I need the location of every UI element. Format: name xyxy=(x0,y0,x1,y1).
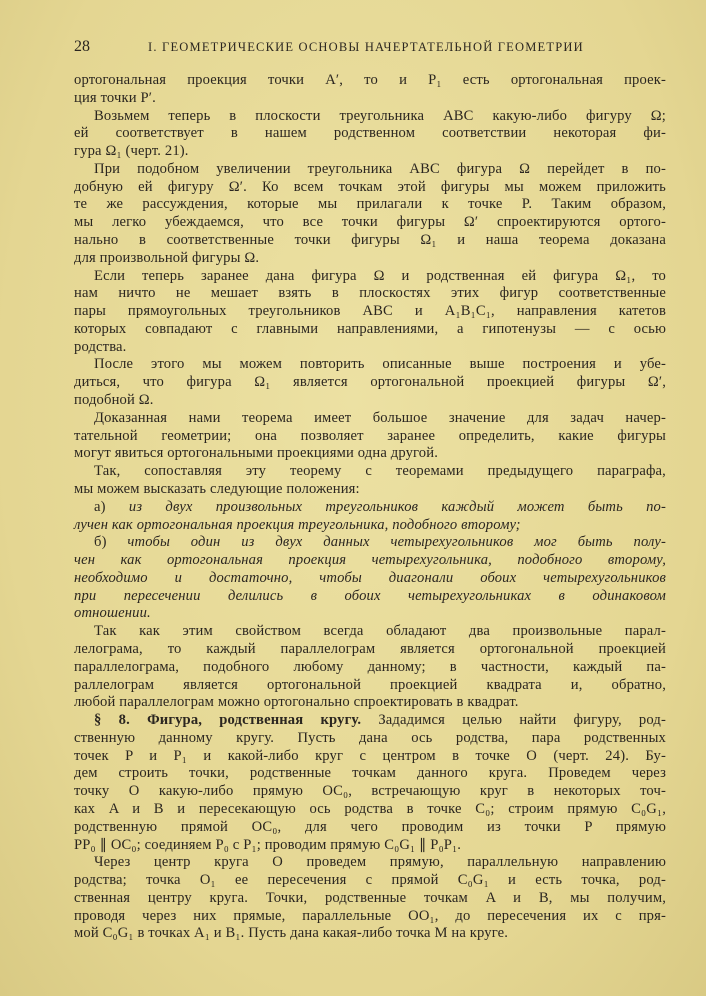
line-text: любой параллелограм можно ортогонально спроектировать в квадрат. xyxy=(74,694,519,711)
text-line xyxy=(74,160,666,178)
line-text: Если теперь заранее дана фигура Ω и родственная ей фигура Ω₁, то xyxy=(94,267,666,284)
text-line xyxy=(74,587,666,605)
list-marker: а) xyxy=(94,498,129,515)
line-text: родственную прямой OC₀, для чего проводим из точки P прямую xyxy=(74,818,666,835)
text-line xyxy=(74,889,666,907)
text-line xyxy=(74,267,666,285)
line-text: необходимо и достаточно, чтобы диагонали обоих четырехугольников xyxy=(74,569,666,586)
line-text: диться, что фигура Ω₁ является ортогональной проекцией фигуры Ω′, xyxy=(74,374,666,391)
line-text: ственная центру круга. Точки, родственные точкам A и B, мы получим, xyxy=(74,889,666,906)
text-line xyxy=(74,533,666,551)
line-text: из двух произвольных треугольников каждый может быть по- xyxy=(128,498,667,515)
text-line xyxy=(74,391,666,409)
text-line xyxy=(74,71,666,89)
line-text: чтобы один из двух данных четырехугольников мог быть полу- xyxy=(127,534,666,551)
line-text: Через центр круга O проведем прямую, параллельную направлению xyxy=(94,854,666,871)
line-text: Так, сопоставляя эту теорему с теоремами предыдущего параграфа, xyxy=(94,463,666,480)
text-line xyxy=(74,249,666,267)
text-line xyxy=(74,853,666,871)
text-line xyxy=(74,409,666,427)
line-text: те же рассуждения, которые мы прилагали к точке P. Таким образом, xyxy=(74,196,666,213)
text-line xyxy=(74,107,666,125)
text-line xyxy=(74,89,666,107)
text-line xyxy=(74,604,666,622)
text-line xyxy=(74,818,666,836)
line-text: для произвольной фигуры Ω. xyxy=(74,249,260,266)
line-text: проводя через них прямые, параллельные OO₁, до пересечения их с пря- xyxy=(74,907,666,924)
line-text: Так как этим свойством всегда обладают два произвольные парал- xyxy=(94,623,666,640)
line-text: ственную данному кругу. Пусть дана ось родства, пара родственных xyxy=(74,729,666,746)
line-text: тательной геометрии; она позволяет заранее определить, какие фигуры xyxy=(74,427,666,444)
line-text: Возьмем теперь в плоскости треугольника ABC какую-либо фигуру Ω; xyxy=(94,107,666,124)
line-text: при пересечении делились в обоих четырехугольниках в одинаковом xyxy=(74,587,666,604)
text-line xyxy=(74,195,666,213)
line-text: ей соответствует в нашем родственном соответствии некоторая фи- xyxy=(74,125,666,142)
list-marker: б) xyxy=(94,534,128,551)
line-text: мы легко убеждаемся, что все точки фигуры Ω′ спроектируются ортого- xyxy=(74,214,666,231)
text-line xyxy=(74,444,666,462)
line-text: лелограма, то каждый параллелограм является ортогональной проекцией xyxy=(74,640,666,657)
line-text: ортогональная проекция точки A′, то и P₁ есть ортогональная проек- xyxy=(74,72,666,88)
text-line xyxy=(74,320,666,338)
line-text: нально в соответственные точки фигуры Ω₁ и наша теорема доказана xyxy=(74,232,666,249)
text-line xyxy=(74,427,666,445)
text-line xyxy=(74,551,666,569)
line-text: родства. xyxy=(74,338,127,355)
line-text: При подобном увеличении треугольника ABC фигура Ω перейдет в по- xyxy=(94,160,666,177)
section-heading: § 8. Фигура, родственная кругу. xyxy=(94,712,379,729)
line-text: Зададимся целью найти фигуру, род- xyxy=(378,712,666,729)
line-text: точек P и P₁ и какой-либо круг с центром в точке O (черт. 24). Бу- xyxy=(74,747,666,764)
text-line xyxy=(74,142,666,160)
text-line xyxy=(74,640,666,658)
line-text: PP₀ ∥ OC₀; соединяем P₀ с P₁; проводим прямую C₀G₁ ∥ P₀P₁. xyxy=(74,836,462,853)
text-line xyxy=(74,693,666,711)
text-line xyxy=(74,729,666,747)
text-line xyxy=(74,462,666,480)
line-text: пары прямоугольных треугольников ABC и A₁B₁C₁, направления катетов xyxy=(74,303,666,320)
text-line xyxy=(74,231,666,249)
line-text: ция точки P′. xyxy=(74,89,156,106)
line-text: Доказанная нами теорема имеет большое значение для задач начер- xyxy=(94,409,666,426)
text-line xyxy=(74,836,666,854)
line-text: мой C₀G₁ в точках A₁ и B₁. Пусть дана какая-либо точка M на круге. xyxy=(74,925,509,942)
text-line xyxy=(74,711,666,729)
line-text: нам ничто не мешает взять в плоскостях этих фигур соответственные xyxy=(74,285,666,302)
line-text: дем строить точки, родственные точкам данного круга. Проведем через xyxy=(74,765,666,782)
text-line xyxy=(74,924,666,942)
text-line xyxy=(74,516,666,534)
running-title: I. ГЕОМЕТРИЧЕСКИЕ ОСНОВЫ НАЧЕРТАТЕЛЬНОЙ ГЕОМЕТРИИ xyxy=(148,40,584,54)
line-text: мы можем высказать следующие положения: xyxy=(74,480,360,497)
line-text: чен как ортогональная проекция четырехугольника, подобного второму, xyxy=(74,552,666,569)
text-line xyxy=(74,498,666,516)
line-text: добную ей фигуру Ω′. Ко всем точкам этой фигуры мы можем приложить xyxy=(74,178,666,195)
text-line xyxy=(74,622,666,640)
line-text: ках A и B и пересекающую ось родства в точке C₀; строим прямую C₀G₁, xyxy=(74,800,666,817)
line-text: родства; точка O₁ ее пересечения с прямой C₀G₁ и есть точка, род- xyxy=(74,872,666,889)
text-line xyxy=(74,871,666,889)
text-line xyxy=(74,213,666,231)
line-text: раллелограм является ортогональной проекцией квадрата и, обратно, xyxy=(74,676,666,693)
text-line xyxy=(74,747,666,765)
page-number: 28 xyxy=(74,38,90,55)
text-line xyxy=(74,124,666,142)
text-line xyxy=(74,782,666,800)
line-text: отношении. xyxy=(74,605,151,622)
line-text: параллелограма, подобного любому данному; в частности, каждый па- xyxy=(74,658,666,675)
text-line xyxy=(74,658,666,676)
text-line xyxy=(74,355,666,373)
line-text: которых совпадают с главными направлениями, а гипотенузы — с осью xyxy=(74,320,666,337)
text-line xyxy=(74,800,666,818)
text-line xyxy=(74,569,666,587)
text-line xyxy=(74,373,666,391)
line-text: подобной Ω. xyxy=(74,392,154,409)
line-text: точку O какую-либо прямую OC₀, встречающую круг в некоторых точ- xyxy=(74,783,666,800)
line-text: После этого мы можем повторить описанные выше построения и убе- xyxy=(94,356,666,373)
line-text: могут явиться ортогональными проекциями одна другой. xyxy=(74,445,439,462)
text-line xyxy=(74,764,666,782)
line-text: гура Ω₁ (черт. 21). xyxy=(74,143,189,160)
text-line xyxy=(74,284,666,302)
text-line xyxy=(74,178,666,196)
text-line xyxy=(74,480,666,498)
text-line xyxy=(74,907,666,925)
text-line xyxy=(74,676,666,694)
text-line xyxy=(74,302,666,320)
text-line xyxy=(74,338,666,356)
line-text: лучен как ортогональная проекция треугольника, подобного второму; xyxy=(74,516,521,533)
